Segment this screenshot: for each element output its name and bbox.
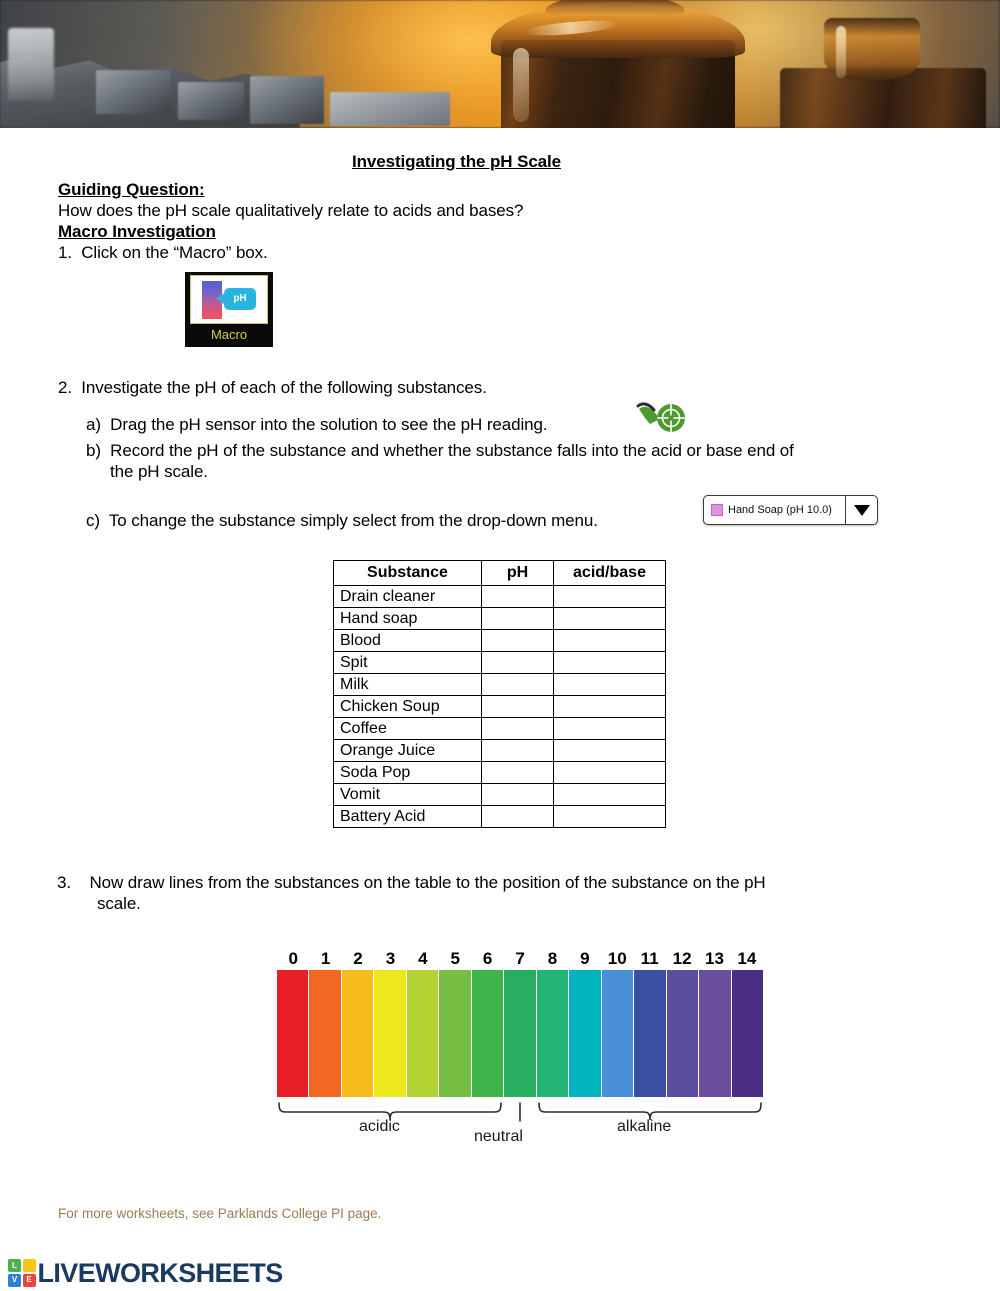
table-row — [334, 674, 666, 696]
ph-band-4 — [407, 970, 439, 1097]
ph-scale-region-labels — [277, 1118, 763, 1144]
substance-dropdown[interactable] — [703, 495, 878, 525]
step-2-text: 2. Investigate the pH of each of the following substances. — [58, 378, 487, 397]
banner-block-4 — [330, 92, 450, 126]
substance-color-swatch — [711, 504, 723, 516]
bottle-highlight-side — [513, 48, 529, 122]
banner-block-3 — [250, 76, 324, 124]
ph-band-8 — [537, 970, 569, 1097]
banner-bottle-main — [483, 0, 753, 128]
cell-acid-base[interactable] — [554, 718, 666, 740]
step-2a-text: a) Drag the pH sensor into the solution to see the pH reading. — [86, 415, 548, 434]
table-header-substance: Substance — [334, 561, 482, 586]
cell-acid-base[interactable] — [554, 696, 666, 718]
chevron-down-icon[interactable] — [845, 496, 877, 524]
cell-substance: Hand soap — [334, 608, 482, 630]
ph-tick-6: 6 — [482, 949, 493, 968]
table-row — [334, 652, 666, 674]
ph-tick-0: 0 — [288, 949, 298, 968]
ph-scale-color-bands — [277, 970, 763, 1097]
ph-tick-5: 5 — [450, 949, 460, 968]
table-header-acid-base: acid/base — [554, 561, 666, 586]
cell-acid-base[interactable] — [554, 608, 666, 630]
cell-acid-base[interactable] — [554, 806, 666, 828]
cell-substance: Drain cleaner — [334, 586, 482, 608]
step-3-line-2: scale. — [97, 894, 141, 913]
cell-substance: Spit — [334, 652, 482, 674]
table-row — [334, 806, 666, 828]
macro-button-label: Macro — [210, 327, 248, 342]
ph-tick-2: 2 — [353, 949, 363, 968]
banner-block-1 — [96, 70, 170, 114]
ph-band-13 — [699, 970, 731, 1097]
cell-substance: Milk — [334, 674, 482, 696]
cell-ph[interactable] — [482, 696, 554, 718]
step-3-line-1: 3. Now draw lines from the substances on the table to the position of the substance on the pH — [57, 873, 766, 892]
banner-block-2 — [178, 82, 244, 120]
ph-tick-11: 11 — [640, 949, 659, 968]
cell-substance: Battery Acid — [334, 806, 482, 828]
macro-investigation-heading: Macro Investigation — [58, 222, 216, 241]
ph-band-2 — [342, 970, 374, 1097]
logo-tile-2: V — [8, 1274, 21, 1287]
ph-band-10 — [602, 970, 634, 1097]
cell-acid-base[interactable] — [554, 740, 666, 762]
ph-label-alkaline: alkaline — [617, 1118, 672, 1135]
ph-tick-3: 3 — [385, 949, 396, 968]
cell-acid-base[interactable] — [554, 586, 666, 608]
ph-tick-13: 13 — [705, 949, 724, 968]
cell-substance: Orange Juice — [334, 740, 482, 762]
ph-label-neutral: neutral — [474, 1128, 523, 1145]
ph-scale-tick-labels — [277, 950, 763, 967]
cell-ph[interactable] — [482, 630, 554, 652]
cell-ph[interactable] — [482, 718, 554, 740]
ph-band-14 — [732, 970, 763, 1097]
ph-tick-12: 12 — [672, 949, 692, 968]
table-header-row — [334, 561, 666, 586]
table-row — [334, 696, 666, 718]
substance-dropdown-value-wrap[interactable] — [704, 496, 845, 524]
ph-tick-1: 1 — [320, 949, 331, 968]
ph-scale-chart — [277, 950, 763, 1097]
ph-tick-14: 14 — [737, 949, 757, 968]
cell-substance: Vomit — [334, 784, 482, 806]
cell-ph[interactable] — [482, 740, 554, 762]
table-row — [334, 608, 666, 630]
table-header-ph: pH — [482, 561, 554, 586]
step-2b-line-2: the pH scale. — [110, 462, 208, 481]
table-row — [334, 630, 666, 652]
liveworksheets-logo — [8, 1258, 283, 1288]
logo-tile-1 — [23, 1259, 36, 1272]
guiding-question-heading: Guiding Question: — [58, 180, 205, 199]
cell-ph[interactable] — [482, 674, 554, 696]
ph-band-3 — [374, 970, 406, 1097]
page-title: Investigating the pH Scale — [352, 152, 562, 171]
cell-ph[interactable] — [482, 806, 554, 828]
macro-button[interactable] — [185, 272, 273, 347]
table-row — [334, 784, 666, 806]
guiding-question-text: How does the pH scale qualitatively relate to acids and bases? — [58, 201, 524, 220]
ph-tick-7: 7 — [515, 949, 525, 968]
cell-acid-base[interactable] — [554, 652, 666, 674]
banner-small-jar — [8, 28, 54, 100]
header-banner-image — [0, 0, 1000, 128]
ph-band-1 — [309, 970, 341, 1097]
ph-band-5 — [439, 970, 471, 1097]
ph-bubble-icon — [224, 288, 256, 310]
ph-tick-9: 9 — [580, 949, 590, 968]
logo-wordmark: LIVEWORKSHEETS — [37, 1257, 283, 1288]
macro-icon — [190, 275, 268, 324]
table-row — [334, 718, 666, 740]
chevron-down-glyph — [854, 505, 870, 516]
ph-band-6 — [472, 970, 504, 1097]
ph-tick-4: 4 — [418, 949, 428, 968]
step-1-text: 1. Click on the “Macro” box. — [58, 243, 268, 262]
ph-band-0 — [277, 970, 309, 1097]
substance-table — [333, 560, 666, 828]
table-row — [334, 586, 666, 608]
ph-band-11 — [634, 970, 666, 1097]
cell-acid-base[interactable] — [554, 674, 666, 696]
step-2b-line-1: b) Record the pH of the substance and whether the substance falls into the acid or base end of — [86, 441, 794, 460]
bottle-rim — [545, 0, 685, 16]
cell-acid-base[interactable] — [554, 784, 666, 806]
table-row — [334, 762, 666, 784]
ph-band-9 — [569, 970, 601, 1097]
logo-tiles — [8, 1259, 36, 1287]
table-row — [334, 740, 666, 762]
bottle-right-highlight — [836, 26, 846, 78]
cell-ph[interactable] — [482, 652, 554, 674]
cell-ph[interactable] — [482, 762, 554, 784]
table-body — [334, 586, 666, 828]
substance-dropdown-label: Hand Soap (pH 10.0) — [728, 504, 832, 516]
cell-acid-base[interactable] — [554, 630, 666, 652]
ph-sensor-icon — [636, 400, 690, 436]
footer-note: For more worksheets, see Parklands College PI page. — [58, 1206, 382, 1221]
ph-tick-8: 8 — [547, 949, 558, 968]
ph-tick-10: 10 — [607, 949, 627, 968]
cell-substance: Blood — [334, 630, 482, 652]
cell-ph[interactable] — [482, 784, 554, 806]
step-2c-text: c) To change the substance simply select from the drop-down menu. — [86, 511, 598, 530]
cell-acid-base[interactable] — [554, 762, 666, 784]
ph-band-12 — [667, 970, 699, 1097]
cell-substance: Soda Pop — [334, 762, 482, 784]
logo-tile-0: L — [8, 1259, 21, 1272]
banner-bottle-right — [780, 16, 990, 128]
cell-substance: Chicken Soup — [334, 696, 482, 718]
logo-tile-3: E — [23, 1274, 36, 1287]
cell-ph[interactable] — [482, 586, 554, 608]
cell-substance: Coffee — [334, 718, 482, 740]
ph-label-acidic: acidic — [359, 1118, 400, 1135]
cell-ph[interactable] — [482, 608, 554, 630]
macro-icon-label: pH — [233, 293, 247, 304]
ph-band-7 — [504, 970, 536, 1097]
